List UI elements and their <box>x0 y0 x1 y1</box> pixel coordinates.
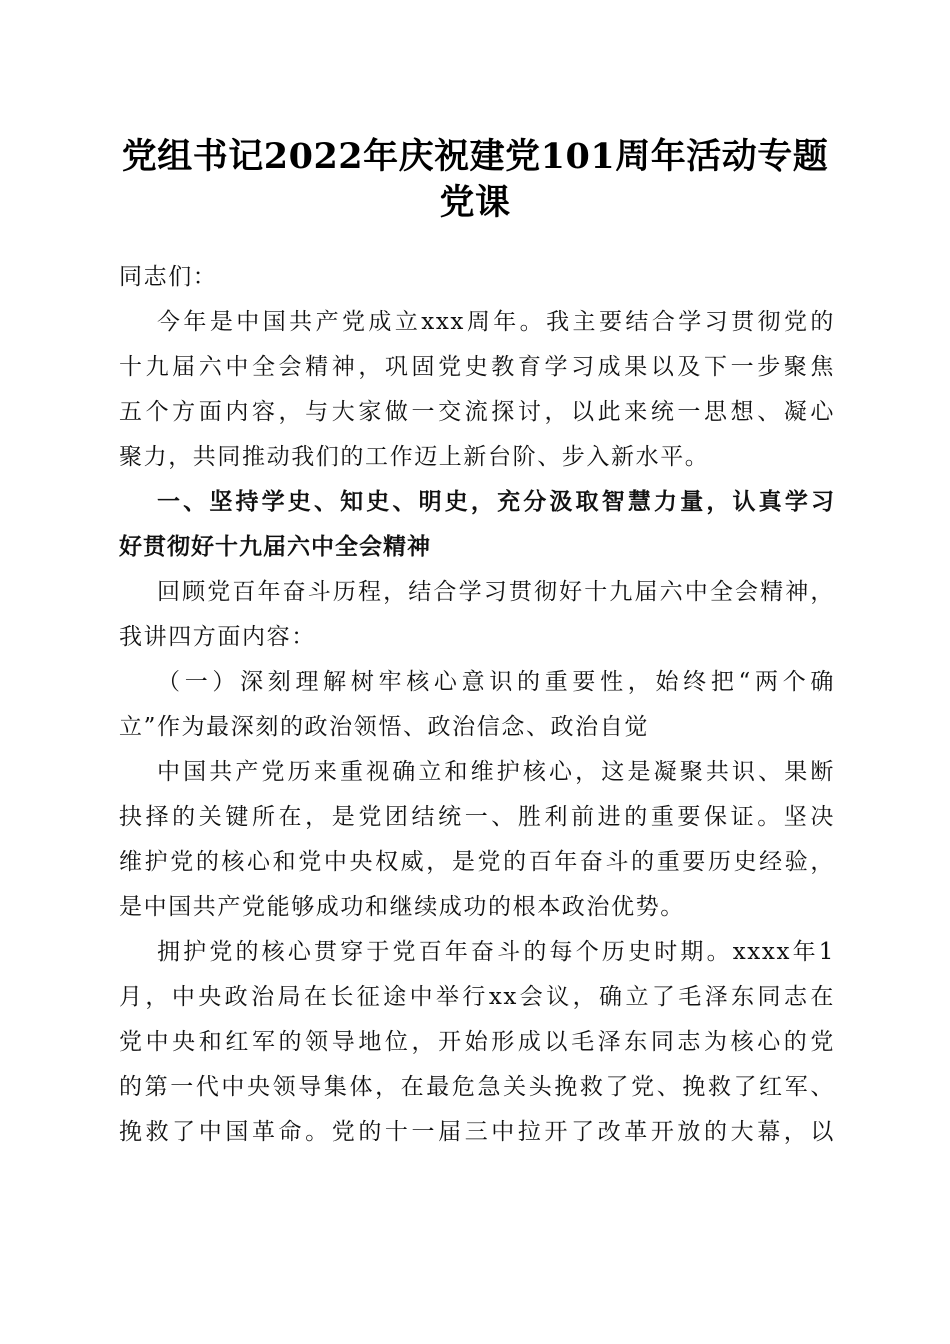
paragraph-line: 十九届六中全会精神，巩固党史教育学习成果以及下一步聚焦 <box>119 354 835 380</box>
subheading-line: （一）深刻理解树牢核心意识的重要性，始终把“两个确 <box>157 669 835 695</box>
paragraph-line: 是中国共产党能够成功和继续成功的根本政治优势。 <box>119 894 685 920</box>
paragraph-history <box>119 930 835 1155</box>
paragraph-line: 回顾党百年奋斗历程，结合学习贯彻好十九届六中全会精神， <box>157 579 835 605</box>
subsection-heading-1 <box>119 660 835 750</box>
heading-line: 一、坚持学史、知史、明史，充分汲取智慧力量，认真学习 <box>157 489 835 515</box>
document-title <box>110 134 840 226</box>
paragraph-intro <box>119 300 835 480</box>
title-line-2: 党课 <box>439 182 511 223</box>
document-body <box>119 255 835 1155</box>
paragraph-line: 挽救了中国革命。党的十一届三中拉开了改革开放的大幕，以 <box>119 1119 835 1145</box>
title-line-1: 党组书记2022年庆祝建党101周年活动专题 <box>121 136 829 177</box>
paragraph-line: 今年是中国共产党成立xxx周年。我主要结合学习贯彻党的 <box>157 309 835 335</box>
paragraph-line: 五个方面内容，与大家做一交流探讨，以此来统一思想、凝心 <box>119 399 835 425</box>
paragraph-line: 维护党的核心和党中央权威，是党的百年奋斗的重要历史经验， <box>119 849 835 875</box>
paragraph-line: 的第一代中央领导集体，在最危急关头挽救了党、挽救了红军、 <box>119 1074 835 1100</box>
paragraph-core <box>119 750 835 930</box>
paragraph-line: 我讲四方面内容： <box>119 624 316 650</box>
salutation: 同志们： <box>119 264 218 290</box>
paragraph-line: 拥护党的核心贯穿于党百年奋斗的每个历史时期。xxxx年1 <box>157 939 835 965</box>
paragraph-review <box>119 570 835 660</box>
paragraph-line: 月，中央政治局在长征途中举行xx会议，确立了毛泽东同志在 <box>119 984 835 1010</box>
subheading-line: 立”作为最深刻的政治领悟、政治信念、政治自觉 <box>119 714 649 740</box>
heading-line: 好贯彻好十九届六中全会精神 <box>119 534 431 560</box>
paragraph-line: 抉择的关键所在，是党团结统一、胜利前进的重要保证。坚决 <box>119 804 835 830</box>
paragraph-line: 党中央和红军的领导地位，开始形成以毛泽东同志为核心的党 <box>119 1029 835 1055</box>
section-heading-1 <box>119 480 835 570</box>
paragraph-line: 聚力，共同推动我们的工作迈上新台阶、步入新水平。 <box>119 444 710 470</box>
paragraph-line: 中国共产党历来重视确立和维护核心，这是凝聚共识、果断 <box>157 759 835 785</box>
